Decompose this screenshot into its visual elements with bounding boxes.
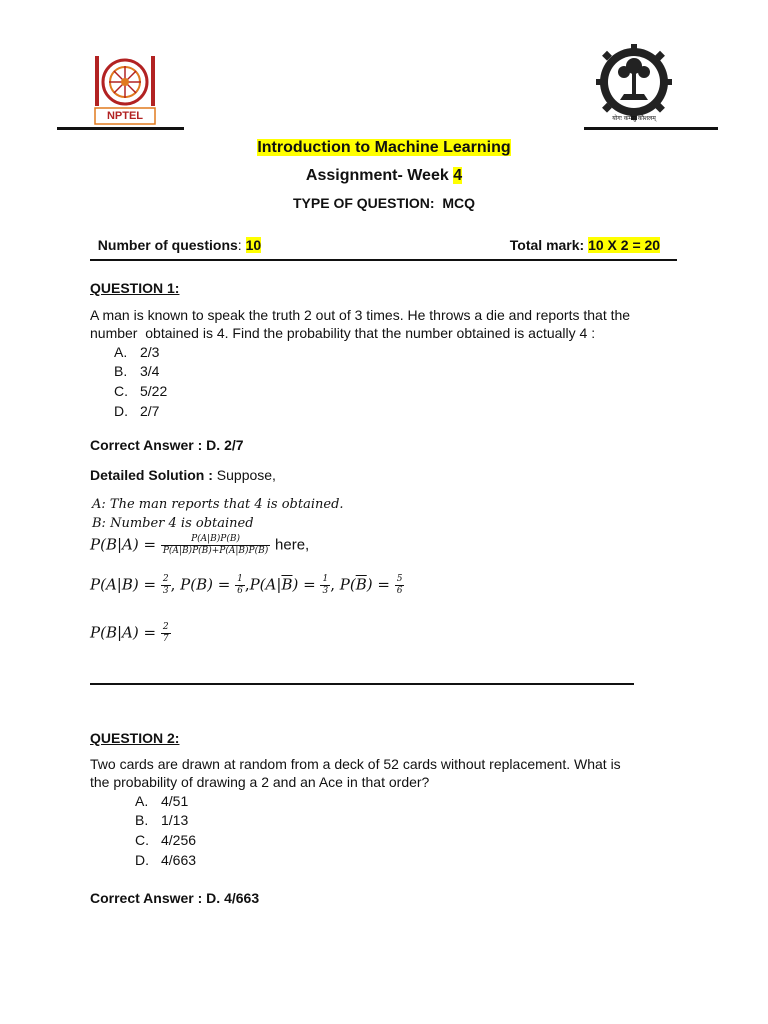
total-mark [502, 221, 660, 253]
q1-solution-text: Suppose, [212, 467, 276, 483]
total-mark-label: Total mark: [509, 237, 589, 253]
iit-kgp-logo [594, 44, 674, 124]
nptel-logo [92, 52, 158, 128]
q1-definition-b: B: Number 4 is obtained [92, 516, 254, 531]
q1-solution [90, 467, 276, 483]
option-value: 2/3 [140, 344, 160, 360]
q1-option-c [114, 382, 167, 400]
num-questions-label: Number of questions [97, 237, 238, 253]
header-divider [90, 259, 677, 261]
option-key: B. [114, 363, 128, 379]
option-key: A. [135, 793, 149, 809]
option-key: B. [135, 812, 149, 828]
q2-option-b [135, 811, 188, 829]
option-value: 1/13 [161, 812, 189, 828]
assignment-week: 4 [453, 167, 463, 184]
option-key: A. [114, 344, 128, 360]
q2-text-line1: Two cards are drawn at random from a deck of 52 cards without replacement. What is [90, 756, 621, 772]
option-value: 4/256 [161, 832, 197, 848]
q1-text-line1: A man is known to speak the truth 2 out of 3 times. He throws a die and reports that the [90, 307, 631, 323]
option-value: 3/4 [140, 363, 160, 379]
iit-kgp-seal-icon [594, 44, 674, 124]
assignment-prefix: Assignment- Week [305, 167, 454, 184]
option-value: 2/7 [140, 403, 160, 419]
option-key: C. [135, 832, 149, 848]
q1-option-d [114, 402, 159, 420]
option-value: 4/51 [161, 793, 189, 809]
number-of-questions [90, 221, 261, 253]
num-questions-value: 10 [245, 237, 262, 253]
q1-heading: QUESTION 1: [90, 280, 180, 296]
q1-given-values: P(A|B) = $\frac{2}{3}$ , P(B) = $\frac{1}{6}$ $,P(A|\overline{B})$ = $\frac{1}{3}$ , $P(\overline{B})$ = $\frac{5}{6}$ [90, 574, 403, 596]
q2-heading: QUESTION 2: [90, 730, 180, 746]
q2-option-a [135, 792, 188, 810]
q1-definition-a: A: The man reports that 4 is obtained. [92, 497, 344, 512]
q1-bayes-formula: P(B|A) = $\frac{P(A|B)P(B)}{P(A|B)P(B)+P(A|\overline{B})P(\overline{B})}$ here, [90, 534, 310, 556]
q1-divider [90, 683, 634, 685]
nptel-logo-text: NPTEL [106, 110, 144, 122]
assignment-heading [0, 167, 768, 185]
right-header-rule [584, 127, 718, 130]
q2-correct-answer: Correct Answer : D. 4/663 [90, 890, 260, 906]
option-value: 4/663 [161, 852, 197, 868]
q2-option-c [135, 831, 196, 849]
iit-kgp-motto: योगः कर्मसु कौशलम् [612, 115, 656, 122]
option-key: D. [135, 852, 149, 868]
question-type-line: TYPE OF QUESTION: MCQ [292, 195, 475, 211]
option-key: D. [114, 403, 128, 419]
left-header-rule [57, 127, 184, 130]
num-questions-sep: : [237, 237, 246, 253]
q1-text-line2: number obtained is 4. Find the probability that the number obtained is actually 4 : [90, 325, 596, 341]
total-mark-value: 10 X 2 = 20 [588, 237, 661, 253]
q1-correct-answer: Correct Answer : D. 2/7 [90, 437, 244, 453]
document-title: Introduction to Machine Learning [257, 139, 511, 156]
q1-solution-label: Detailed Solution : [90, 467, 213, 483]
q2-option-d [135, 851, 196, 869]
document-title-row [0, 139, 768, 157]
q1-here-text: here, [275, 536, 310, 554]
q1-result: P(B|A) = $\frac{2}{7}$ [90, 622, 169, 644]
option-value: 5/22 [140, 383, 168, 399]
option-key: C. [114, 383, 128, 399]
q1-option-b [114, 362, 159, 380]
q1-option-a [114, 343, 159, 361]
q2-text-line2: the probability of drawing a 2 and an Ace in that order? [90, 774, 430, 790]
